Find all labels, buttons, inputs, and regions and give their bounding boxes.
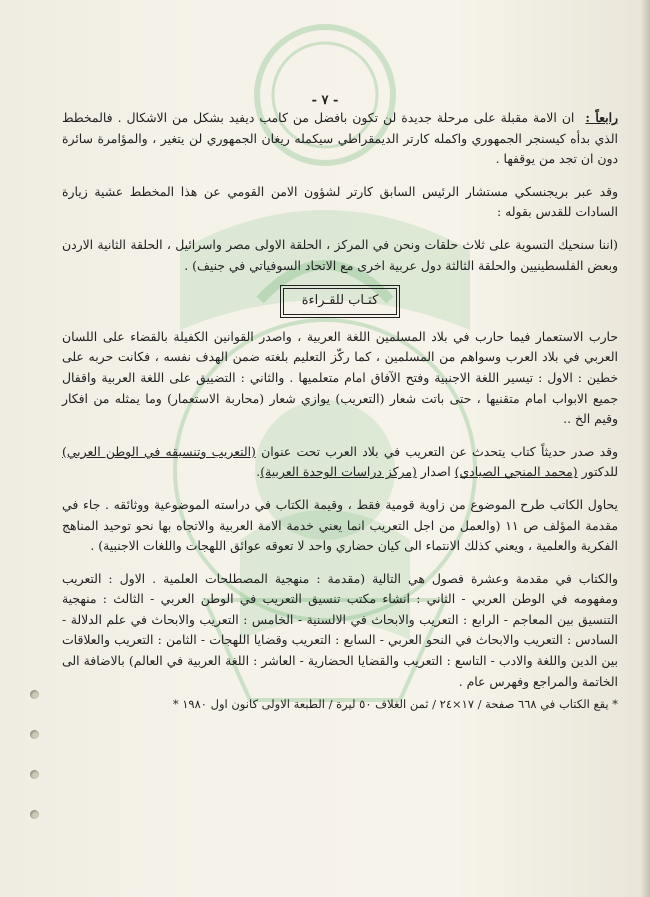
paragraph-lead: رابعاً : <box>585 110 618 125</box>
paragraph-author-approach: يحاول الكاتب طرح الموضوع من زاوية قومية فقط ، وقيمة الكتاب في دراسته الموضوعية ووثائقه . جاء في مقدمة المؤلف ص ١١ (والعمل من اجل التعريب انما يعني خدمة الامة العربية والاتجاه بها نحو توحيد المناهج الفكرية والعلمية ، ويعني كذلك الانتماء الى كيان حضاري واحد لا تعوقه عوائق اللهجات واللغات الاجنبية) . <box>62 496 618 554</box>
paragraph-colonialism: حارب الاستعمار فيما حارب في بلاد المسلمين اللغة العربية ، واصدر القوانين الكفيلة بالقضاء على اللسان العربي في بلاد العرب وسواهم من المسلمين ، كما ركّز التعليم بلغته ضمن الهدف نفسه ، فكانت حربه على خطين : الاول : تيسير اللغة الاجنبية وفتح الآفاق امام متعلميها . والثاني : التضييق على اللغة العربية واقفال جميع الابواب امام متقنيها ، حتى باتت شعار (التعريب) يوازي شعار (محاربة الاستعمار) وما يمثله من افكار وقيم الخ .. <box>62 328 618 427</box>
book-footnote: * يقع الكتاب في ٦٦٨ صفحة / ١٧×٢٤ / ثمن الغلاف ٥٠ ليرة / الطبعة الاولى كانون اول ١٩٨٠ * <box>172 697 618 712</box>
book-publisher-prefix: اصدار <box>420 464 451 480</box>
section-title-wrap <box>62 288 618 315</box>
paragraph-text: ان الامة مقبلة على مرحلة جديدة لن تكون بافضل من كامب ديفيد بشكل من الاشكال . فالمخطط الذي بدأه كيسنجر الجمهوري واكمله كارتر الديمقراطي سيكمله ريغان الجمهوري لن يتغير ، والمؤامرة سائرة دون ان تجد من يوقفها . <box>62 110 618 167</box>
page-edge-shadow <box>640 0 650 897</box>
paragraph-quote: (اننا سنحيك التسوية على ثلاث حلقات ونحن في المركز ، الحلقة الاولى مصر واسرائيل ، الحلقة الثانية الاردن وبعض الفلسطينيين والحلقة الثالثة دول عربية اخرى مع الاتحاد السوفياتي في جنيف) . <box>62 236 618 273</box>
binding-holes <box>30 690 40 850</box>
paragraph-fourth <box>62 108 618 170</box>
book-intro: وقد صدر حديثاً كتاب يتحدث عن التعريب في بلاد العرب تحت عنوان <box>261 443 618 459</box>
paragraph-book-announcement <box>62 442 618 483</box>
section-title: كتـاب للقـراءة <box>283 288 398 315</box>
book-end: . <box>256 464 261 480</box>
paragraph-chapters: والكتاب في مقدمة وعشرة فصول هي التالية (مقدمة : منهجية المصطلحات العلمية . الاول : التعريب ومفهومه في الوطن العربي - الثاني : انشاء مكتب تنسيق التعريب في الوطن العربي - الثالث : منهجية التنسيق بين المعاجم - الرابع : التعريب والابحاث في الالسنية - الخامس : التعريب والابحاث في علم الدلالة - السادس : التعريب والابحاث في النحو العربي - السابع : التعريب وقضايا اللهجات - الثامن : التعريب والعلاقات بين الدين واللغة والادب - التاسع : التعريب والقضايا الحضارية - العاشر : اللغة العربية في العالم) بالاضافة الى الخاتمة والمراجع وفهرس عام . <box>62 570 618 689</box>
paragraph-brzezinski: وقد عبر بريجنسكي مستشار الرئيس السابق كارتر لشؤون الامن القومي عن هذا المخطط عشية زيارة السادات للقدس بقوله : <box>62 183 618 220</box>
book-author: (محمد المنجي الصيادي) <box>454 464 578 480</box>
book-author-prefix: للدكتور <box>581 464 618 480</box>
book-title: (التعريب وتنسيقه في الوطن العربي) <box>62 443 256 459</box>
article-body <box>62 92 618 715</box>
book-publisher: (مركز دراسات الوحدة العربية) <box>260 464 417 480</box>
page-number: - ٧ - <box>311 93 339 108</box>
